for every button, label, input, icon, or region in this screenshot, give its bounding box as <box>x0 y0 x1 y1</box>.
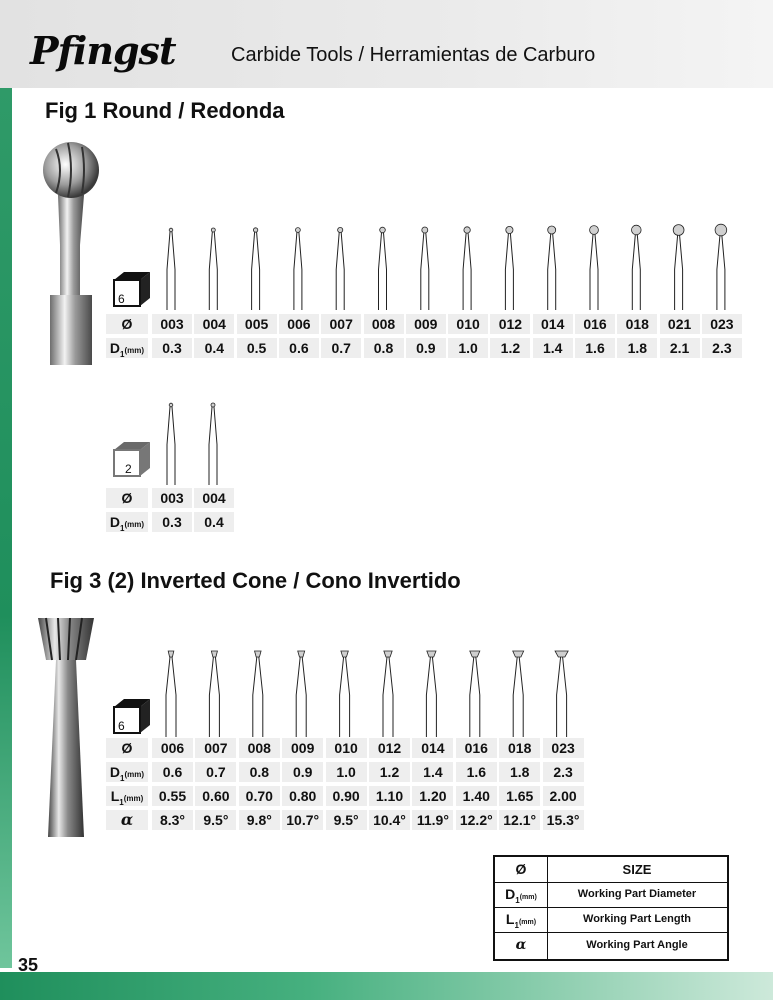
row-label-d1: $D_1(mm)$ <box>106 762 148 782</box>
row-label-l1: $L_1(mm)$ <box>106 786 148 806</box>
fig3-cell-size: 008 <box>239 738 280 758</box>
fig1-cell-d1: 0.4 <box>194 338 234 358</box>
round-bur-drawing <box>294 228 302 310</box>
fig1b-cell-d1: 0.4 <box>194 512 234 532</box>
round-bur-drawing <box>252 228 260 310</box>
row-label-size: Ø <box>106 488 148 508</box>
round-bur-drawing <box>209 228 217 310</box>
fig3-cell-size: 009 <box>282 738 323 758</box>
round-bur-drawing <box>673 225 684 310</box>
legend-text: Working Part Diameter <box>577 888 697 900</box>
fig1-cell-size: 018 <box>617 314 657 334</box>
brand-logo: Pfingst <box>30 28 176 73</box>
fig1-cell-size: 006 <box>279 314 319 334</box>
fig3-cell-size: 023 <box>543 738 584 758</box>
fig3-cell-d1: 2.3 <box>543 762 584 782</box>
fig1-bur-drawings-b <box>150 395 250 487</box>
fig1-cell-size: 009 <box>406 314 446 334</box>
fig3-cell-l1: 2.00 <box>543 786 584 806</box>
fig3-cell-l1: 1.20 <box>412 786 453 806</box>
fig1-cell-d1: 2.1 <box>660 338 700 358</box>
legend-row <box>495 932 727 959</box>
pack-quantity-icon <box>110 697 152 737</box>
round-bur-drawing <box>209 403 217 485</box>
fig3-cell-d1: 1.0 <box>326 762 367 782</box>
inverted-cone-bur-drawing <box>296 651 306 737</box>
left-accent-bar <box>0 88 12 968</box>
fig3-cell-l1: 1.65 <box>499 786 540 806</box>
fig3-cell-d1: 1.8 <box>499 762 540 782</box>
fig3-cell-d1: 1.6 <box>456 762 497 782</box>
fig3-cell-d1: 0.6 <box>152 762 193 782</box>
inverted-cone-bur-drawing <box>513 651 524 737</box>
fig3-cell-angle: 12.1° <box>499 810 540 830</box>
fig1-cell-size: 008 <box>364 314 404 334</box>
fig1-cell-d1: 1.0 <box>448 338 488 358</box>
fig1-cell-size: 016 <box>575 314 615 334</box>
fig1-cell-size: 010 <box>448 314 488 334</box>
fig1-cell-size: 021 <box>660 314 700 334</box>
inverted-cone-bur-drawing <box>555 651 568 737</box>
legend-symbol: Ø <box>495 857 548 882</box>
fig3-cell-l1: 0.70 <box>239 786 280 806</box>
fig3-cell-d1: 0.9 <box>282 762 323 782</box>
fig3-cell-l1: 0.80 <box>282 786 323 806</box>
fig1-cell-size: 014 <box>533 314 573 334</box>
legend-symbol: $L_1(mm)$ <box>495 907 548 932</box>
pack-quantity-label: 6 <box>118 719 125 733</box>
fig3-cell-angle: 15.3° <box>543 810 584 830</box>
fig1-cell-d1: 1.8 <box>617 338 657 358</box>
legend-header-row <box>495 857 727 883</box>
inverted-cone-bur-drawing <box>253 651 263 737</box>
fig1-cell-d1: 0.5 <box>237 338 277 358</box>
legend-row <box>495 907 727 933</box>
fig3-cell-angle: 9.5° <box>195 810 236 830</box>
pack-quantity-label: 6 <box>118 292 125 306</box>
legend-row <box>495 882 727 908</box>
fig1b-cell-d1: 0.3 <box>152 512 192 532</box>
round-bur-drawing <box>379 227 387 310</box>
fig1-cell-d1: 1.6 <box>575 338 615 358</box>
fig1-cell-d1: 0.9 <box>406 338 446 358</box>
legend-text: SIZE <box>622 862 652 877</box>
bottom-accent-bar <box>0 972 773 1000</box>
round-bur-drawing <box>632 225 642 310</box>
round-bur-illustration <box>36 135 106 365</box>
fig1-cell-size: 003 <box>152 314 192 334</box>
fig1-cell-size: 004 <box>194 314 234 334</box>
round-bur-drawing <box>505 226 513 310</box>
fig3-title: Fig 3 (2) Inverted Cone / Cono Invertido <box>50 568 461 593</box>
fig3-cell-size: 006 <box>152 738 193 758</box>
fig3-cell-angle: 10.7° <box>282 810 323 830</box>
row-label-size: Ø <box>106 314 148 334</box>
fig3-cell-size: 007 <box>195 738 236 758</box>
fig1-cell-size: 012 <box>490 314 530 334</box>
fig3-cell-d1: 1.4 <box>412 762 453 782</box>
pack-quantity-label: 2 <box>125 462 132 476</box>
fig3-cell-size: 012 <box>369 738 410 758</box>
fig1-cell-size: 005 <box>237 314 277 334</box>
fig1b-cell-size: 003 <box>152 488 192 508</box>
round-bur-drawing <box>336 227 344 310</box>
header-title: Carbide Tools / Herramientas de Carburo <box>231 44 596 66</box>
fig3-cell-angle: 8.3° <box>152 810 193 830</box>
fig1-bur-drawings <box>150 220 750 312</box>
row-label-d1: $D_1(mm)$ <box>106 512 148 532</box>
fig3-cell-l1: 0.55 <box>152 786 193 806</box>
row-label-size: Ø <box>106 738 148 758</box>
round-bur-drawing <box>590 226 599 310</box>
page-number: 35 <box>18 955 39 975</box>
legend-symbol: $D_1(mm)$ <box>495 882 548 907</box>
inverted-cone-bur-drawing <box>166 651 176 737</box>
fig3-cell-l1: 0.90 <box>326 786 367 806</box>
pack-quantity-icon <box>110 270 152 310</box>
round-bur-drawing <box>463 227 471 310</box>
inverted-cone-bur-drawing <box>383 651 393 737</box>
inverted-cone-bur-drawing <box>470 651 480 737</box>
fig3-cell-angle: 11.9° <box>412 810 453 830</box>
row-label-angle: α <box>106 810 148 830</box>
fig3-cell-size: 016 <box>456 738 497 758</box>
row-label-d1: $D_1(mm)$ <box>106 338 148 358</box>
round-bur-drawing <box>715 224 727 310</box>
fig3-cell-angle: 9.8° <box>239 810 280 830</box>
round-bur-drawing <box>167 403 175 485</box>
fig3-cell-d1: 1.2 <box>369 762 410 782</box>
fig1-cell-d1: 0.8 <box>364 338 404 358</box>
legend-text: Working Part Angle <box>586 939 688 951</box>
fig1-cell-d1: 0.7 <box>321 338 361 358</box>
fig1-cell-d1: 1.4 <box>533 338 573 358</box>
fig1-cell-d1: 1.2 <box>490 338 530 358</box>
fig1-cell-size: 023 <box>702 314 742 334</box>
fig1-cell-d1: 2.3 <box>702 338 742 358</box>
fig3-cell-size: 014 <box>412 738 453 758</box>
fig3-cell-size: 018 <box>499 738 540 758</box>
round-bur-drawing <box>548 226 556 310</box>
fig3-cell-l1: 1.10 <box>369 786 410 806</box>
round-bur-drawing <box>167 228 175 310</box>
legend-table <box>493 855 729 961</box>
inverted-cone-bur-drawing <box>340 651 350 737</box>
round-bur-drawing <box>421 227 429 310</box>
fig1-cell-d1: 0.6 <box>279 338 319 358</box>
fig1-title: Fig 1 Round / Redonda <box>45 98 285 123</box>
fig3-cell-size: 010 <box>326 738 367 758</box>
fig3-cell-angle: 9.5° <box>326 810 367 830</box>
fig3-cell-d1: 0.8 <box>239 762 280 782</box>
fig1b-cell-size: 004 <box>194 488 234 508</box>
fig1-cell-size: 007 <box>321 314 361 334</box>
inverted-cone-bur-drawing <box>209 651 219 737</box>
legend-text: Working Part Length <box>583 913 691 925</box>
fig3-cell-angle: 12.2° <box>456 810 497 830</box>
fig3-cell-l1: 0.60 <box>195 786 236 806</box>
fig3-cell-l1: 1.40 <box>456 786 497 806</box>
fig3-cell-d1: 0.7 <box>195 762 236 782</box>
inverted-cone-bur-illustration <box>36 612 96 837</box>
inverted-cone-bur-drawing <box>426 651 436 737</box>
fig3-cell-angle: 10.4° <box>369 810 410 830</box>
fig1-cell-d1: 0.3 <box>152 338 192 358</box>
fig3-bur-drawings <box>150 645 600 737</box>
legend-symbol: α <box>495 932 548 959</box>
